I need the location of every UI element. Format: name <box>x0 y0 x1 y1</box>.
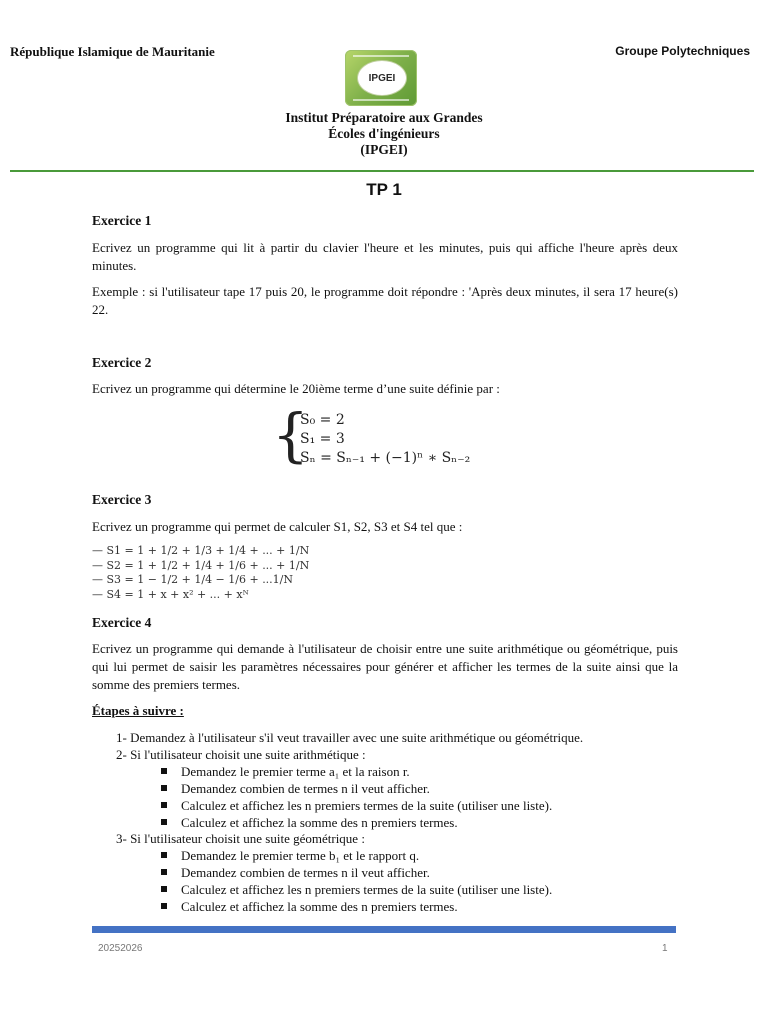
exercise-4-text: Ecrivez un programme qui demande à l'utilisateur de choisir entre une suite arithmétique ou géométrique, puis qui lui permet de saisir les paramètres nécessaires pour générer et afficher les termes de la suite ainsi que la somme des premiers termes. <box>92 641 678 692</box>
bullet-icon <box>161 869 167 875</box>
page-title: TP 1 <box>366 180 402 199</box>
logo-text: IPGEI <box>357 60 407 96</box>
exercise-2-text: Ecrivez un programme qui détermine le 20ième terme d’une suite définie par : <box>92 381 500 396</box>
header-country: République Islamique de Mauritanie <box>10 44 215 59</box>
bullet-text: Demandez combien de termes n il veut afficher. <box>181 781 430 796</box>
series-s2: — S2 = 1 + 1/2 + 1/4 + 1/6 + ... + 1/N <box>92 558 310 572</box>
institute-line-1: Institut Préparatoire aux Grandes <box>285 110 483 125</box>
bullet-text: Demandez le premier terme a₁ et la raison r. <box>181 764 410 779</box>
exercise-4-heading: Exercice 4 <box>92 615 152 630</box>
recurrence-s0: S₀ = 2 <box>300 412 345 428</box>
recurrence-system <box>272 401 484 472</box>
bullet-icon <box>161 768 167 774</box>
series-s4: — S4 = 1 + x + x² + ... + xᴺ <box>92 587 249 601</box>
steps-title: Étapes à suivre : <box>92 703 184 718</box>
step-1: 1- Demandez à l'utilisateur s'il veut travailler avec une suite arithmétique ou géométrique. <box>116 730 584 745</box>
recurrence-sn: Sₙ = Sₙ₋₁ + (−1)ⁿ ∗ Sₙ₋₂ <box>300 450 471 466</box>
exercise-1-example: Exemple : si l'utilisateur tape 17 puis 20, le programme doit répondre : 'Après deux minutes, il sera 17 heure(s) 22. <box>92 284 678 317</box>
bullet-text: Demandez combien de termes n il veut afficher. <box>181 865 430 880</box>
exercise-1-text: Ecrivez un programme qui lit à partir du clavier l'heure et les minutes, puis qui affiche l'heure après deux minutes. <box>92 240 678 273</box>
series-s1: — S1 = 1 + 1/2 + 1/3 + 1/4 + ... + 1/N <box>92 544 310 557</box>
exercise-3-text: Ecrivez un programme qui permet de calculer S1, S2, S3 et S4 tel que : <box>92 519 463 534</box>
series-s3: — S3 = 1 − 1/2 + 1/4 − 1/6 + ...1/N <box>92 573 294 586</box>
bullet-icon <box>161 785 167 791</box>
list-item <box>161 780 430 797</box>
exercise-1-heading: Exercice 1 <box>92 213 152 228</box>
header-divider <box>10 170 754 172</box>
series-definitions <box>92 544 312 602</box>
recurrence-s1: S₁ = 3 <box>300 431 345 447</box>
bullet-icon <box>161 886 167 892</box>
bullet-text: Demandez le premier terme b₁ et le rapport q. <box>181 848 420 863</box>
bullet-icon <box>161 819 167 825</box>
brace-symbol: { <box>272 401 309 469</box>
ipgei-logo <box>345 50 417 106</box>
bullet-text: Calculez et affichez les n premiers termes de la suite (utiliser une liste). <box>181 798 553 813</box>
bullet-text: Calculez et affichez les n premiers termes de la suite (utiliser une liste). <box>181 882 553 897</box>
footer-bar <box>92 926 676 933</box>
institute-line-2: Écoles d'ingénieurs <box>328 126 440 141</box>
institute-name <box>0 110 768 158</box>
institute-line-3: (IPGEI) <box>360 142 408 157</box>
bullet-icon <box>161 903 167 909</box>
list-item <box>161 797 552 814</box>
header-group: Groupe Polytechniques <box>615 44 750 58</box>
page-number: 1 <box>662 943 668 954</box>
list-item <box>161 898 458 915</box>
step-3: 3- Si l'utilisateur choisit une suite géométrique : <box>116 831 365 846</box>
exercise-3-heading: Exercice 3 <box>92 492 152 507</box>
exercise-2-heading: Exercice 2 <box>92 355 152 370</box>
bullet-icon <box>161 852 167 858</box>
list-item <box>161 763 410 780</box>
list-item <box>161 864 430 881</box>
bullet-text: Calculez et affichez la somme des n premiers termes. <box>181 815 458 830</box>
step-2: 2- Si l'utilisateur choisit une suite arithmétique : <box>116 747 366 762</box>
list-item <box>161 847 419 864</box>
footer-year: 20252026 <box>98 943 143 954</box>
list-item <box>161 814 458 831</box>
bullet-icon <box>161 802 167 808</box>
list-item <box>161 881 552 898</box>
bullet-text: Calculez et affichez la somme des n premiers termes. <box>181 899 458 914</box>
